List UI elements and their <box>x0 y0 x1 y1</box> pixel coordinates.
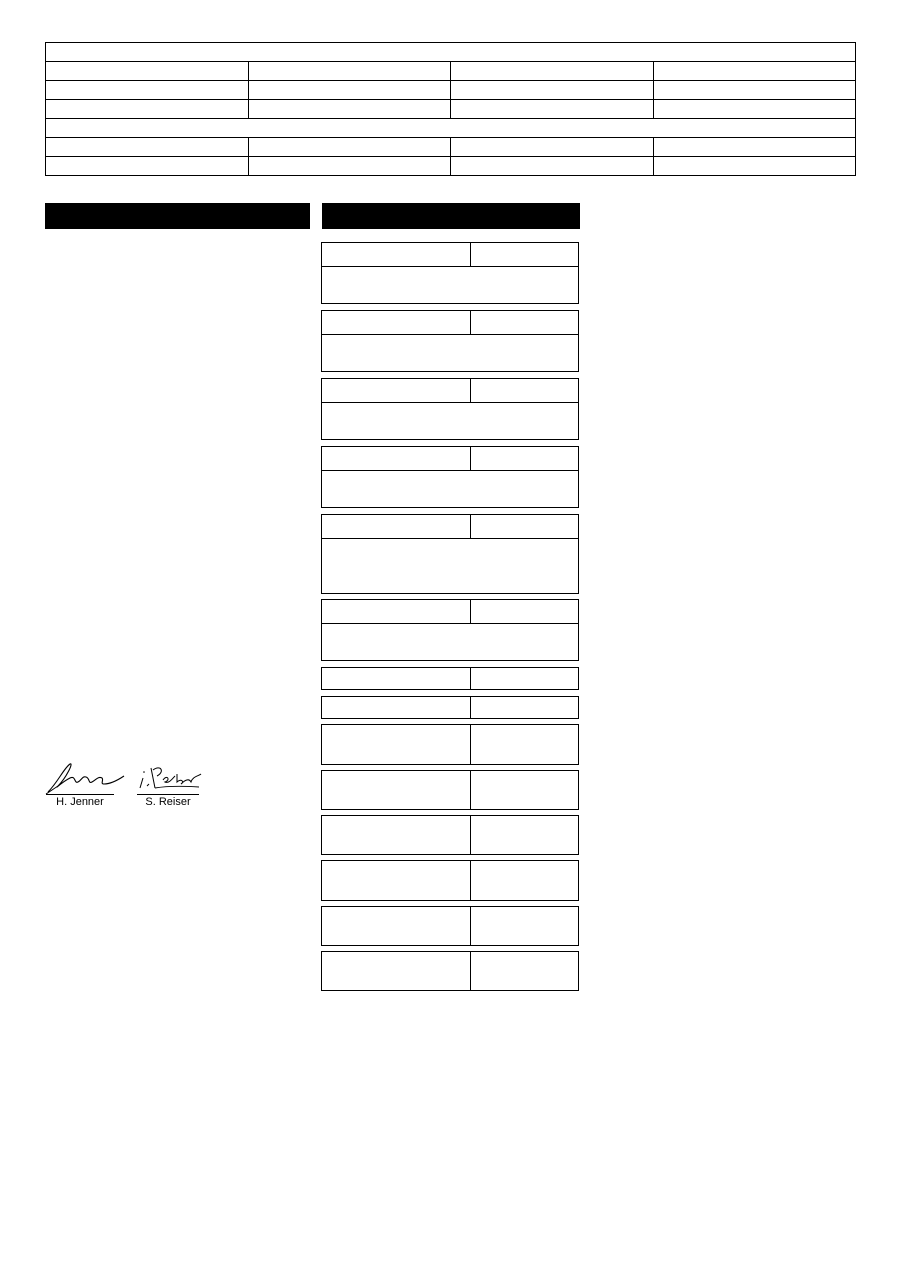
cell-value <box>471 952 578 990</box>
table-section-row <box>46 43 856 62</box>
cell-value <box>471 668 578 689</box>
box-value <box>471 243 578 266</box>
cell-value <box>471 697 578 718</box>
table-cell <box>46 43 856 62</box>
cell-value <box>471 771 578 809</box>
kv-cell <box>321 951 579 991</box>
table-cell <box>451 100 654 119</box>
table-row <box>46 157 856 176</box>
box-key <box>322 243 471 266</box>
table-cell <box>653 100 856 119</box>
kv-cell <box>321 860 579 901</box>
signature-scribble-icon <box>137 760 203 794</box>
table-cell <box>451 157 654 176</box>
cell-key <box>322 907 471 945</box>
info-box <box>321 310 579 372</box>
table-row <box>46 81 856 100</box>
table-cell <box>248 157 451 176</box>
info-box <box>321 514 579 594</box>
box-body <box>322 470 578 507</box>
kv-cell <box>321 696 579 719</box>
kv-cell <box>321 906 579 946</box>
cell-key <box>322 668 471 689</box>
box-value <box>471 515 578 538</box>
box-value <box>471 379 578 402</box>
box-body <box>322 334 578 371</box>
table-cell <box>451 138 654 157</box>
box-value <box>471 447 578 470</box>
info-box <box>321 242 579 304</box>
table-cell <box>46 100 249 119</box>
cell-key <box>322 771 471 809</box>
kv-cell <box>321 724 579 765</box>
table-row <box>46 138 856 157</box>
signature-block-reiser <box>137 760 199 809</box>
box-key <box>322 379 471 402</box>
right-section-header <box>322 203 580 229</box>
table-cell <box>46 119 856 138</box>
table-row <box>46 62 856 81</box>
table-cell <box>248 62 451 81</box>
signature-line <box>137 794 199 795</box>
signature-block-jenner <box>46 760 114 809</box>
box-value <box>471 311 578 334</box>
box-body <box>322 623 578 660</box>
table-section-row <box>46 119 856 138</box>
table-cell <box>451 62 654 81</box>
box-key <box>322 447 471 470</box>
cell-key <box>322 816 471 854</box>
box-key <box>322 311 471 334</box>
cell-value <box>471 725 578 764</box>
signature-scribble-icon <box>44 760 126 794</box>
cell-key <box>322 952 471 990</box>
kv-cell <box>321 770 579 810</box>
cell-value <box>471 816 578 854</box>
info-box <box>321 378 579 440</box>
cell-key <box>322 861 471 900</box>
table-cell <box>653 62 856 81</box>
table-cell <box>653 138 856 157</box>
box-key <box>322 600 471 623</box>
cell-key <box>322 697 471 718</box>
signature-name: S. Reiser <box>145 796 191 808</box>
table-cell <box>653 81 856 100</box>
left-section-header <box>45 203 310 229</box>
signature-line <box>46 794 114 795</box>
box-value <box>471 600 578 623</box>
table-cell <box>46 157 249 176</box>
box-body <box>322 266 578 303</box>
box-body <box>322 538 578 593</box>
kv-cell <box>321 815 579 855</box>
table-cell <box>248 138 451 157</box>
table-row <box>46 100 856 119</box>
cell-value <box>471 861 578 900</box>
info-box <box>321 446 579 508</box>
cell-value <box>471 907 578 945</box>
table-cell <box>46 62 249 81</box>
table-cell <box>653 157 856 176</box>
table-cell <box>248 100 451 119</box>
table-cell <box>46 81 249 100</box>
box-body <box>322 402 578 439</box>
summary-table <box>45 42 856 176</box>
table-cell <box>46 138 249 157</box>
table-cell <box>248 81 451 100</box>
cell-key <box>322 725 471 764</box>
box-key <box>322 515 471 538</box>
signature-name: H. Jenner <box>56 796 104 808</box>
info-box <box>321 599 579 661</box>
kv-cell <box>321 667 579 690</box>
table-cell <box>451 81 654 100</box>
